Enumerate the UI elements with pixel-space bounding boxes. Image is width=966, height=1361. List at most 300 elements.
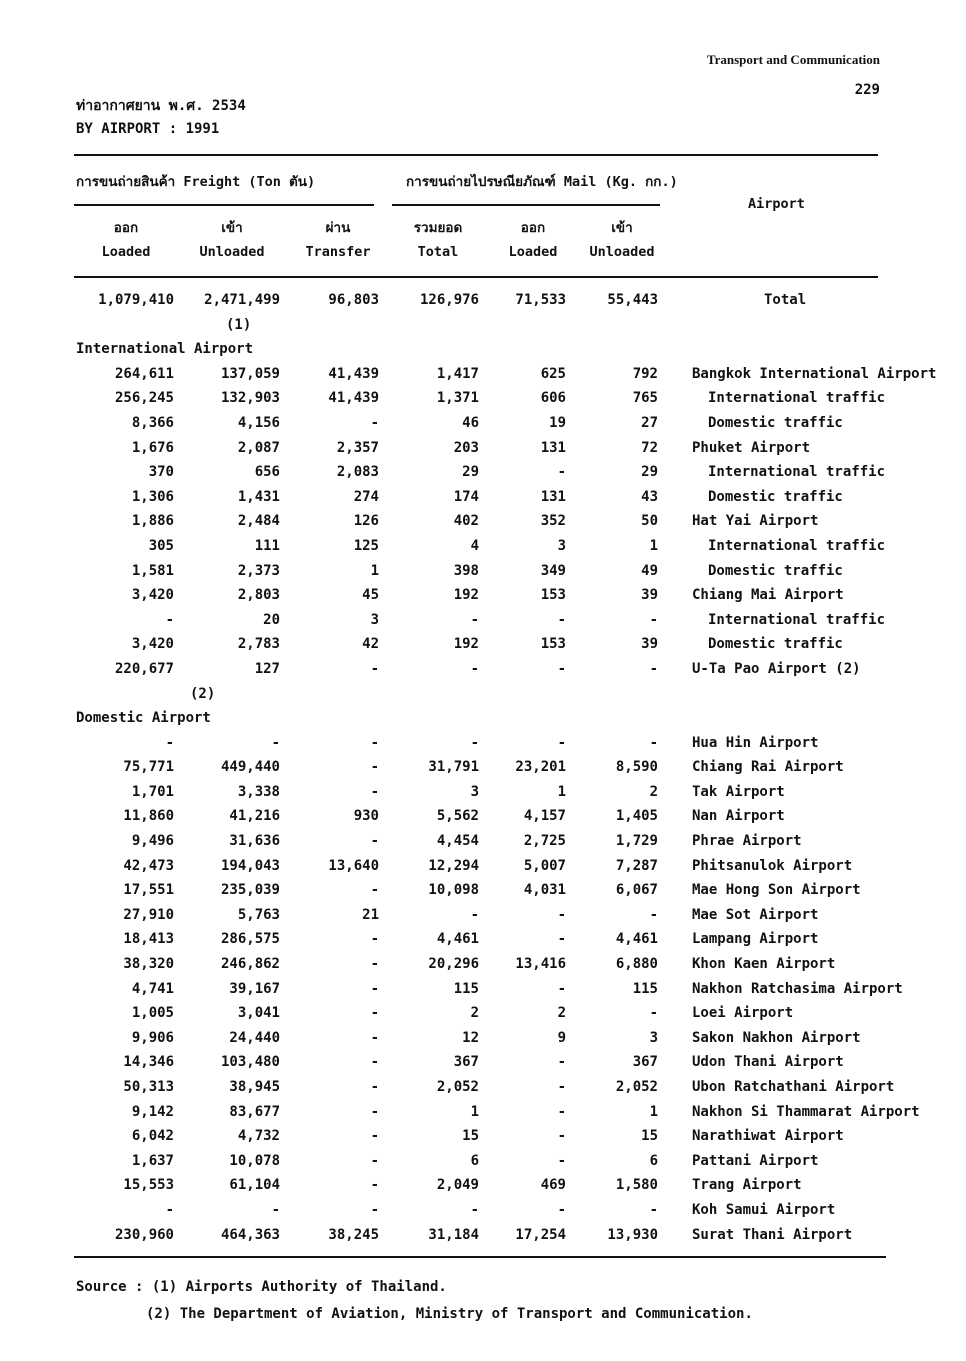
cell-freight-loaded: 9,906 [131,1029,174,1046]
cell-freight-unloaded: 449,440 [220,759,280,776]
col-mail-unloaded-en: Unloaded [589,244,655,260]
table-row [0,436,966,461]
col-mail-total-th: รวมยอด [413,220,463,236]
cell-mail-total: 203 [453,439,479,456]
page-header [0,0,966,140]
cell-mail-loaded: 2,725 [523,833,566,850]
cell-mail-unloaded: 6,067 [615,882,658,899]
cell-freight-unloaded: 127 [254,660,280,677]
cell-mail-total: 1 [470,1103,479,1120]
table-row [0,485,966,510]
cell-airport: Mae Sot Airport [692,906,819,923]
cell-freight-loaded: 1,079,410 [98,292,174,308]
table-row [0,362,966,387]
section-label: International Airport [76,341,254,358]
cell-freight-unloaded: 4,156 [237,414,280,431]
cell-mail-unloaded: 792 [632,365,658,382]
cell-mail-total: 31,791 [428,759,479,776]
cell-freight-transfer: - [370,734,379,751]
cell-airport: Phuket Airport [692,439,811,456]
cell-freight-loaded: 17,551 [123,882,174,899]
cell-freight-unloaded: 464,363 [220,1226,280,1243]
cell-freight-transfer: - [370,980,379,997]
cell-mail-total: 15 [462,1128,479,1145]
cell-freight-unloaded: 4,732 [237,1128,280,1145]
col-freight-unloaded-th: เข้า [221,220,243,236]
cell-freight-unloaded: 2,087 [237,439,280,456]
cell-freight-loaded: 1,676 [131,439,174,456]
cell-freight-unloaded: 31,636 [229,833,280,850]
cell-airport: Hat Yai Airport [692,513,819,530]
cell-airport: Lampang Airport [692,931,819,948]
cell-freight-unloaded: 2,471,499 [204,292,280,308]
cell-mail-loaded: - [557,1128,566,1145]
cell-freight-loaded: 4,741 [131,980,174,997]
section-row-domestic [0,706,966,731]
cell-mail-total: 4 [470,537,479,554]
cell-mail-unloaded: 7,287 [615,857,658,874]
cell-mail-unloaded: 15 [641,1128,658,1145]
cell-mail-loaded: 153 [540,636,566,653]
col-mail-unloaded-th: เข้า [611,220,633,236]
table-row [0,559,966,584]
cell-freight-loaded: 230,960 [114,1226,174,1243]
cell-freight-unloaded: 83,677 [229,1103,280,1120]
col-freight-loaded-th: ออก [113,220,139,236]
cell-mail-loaded: - [557,611,566,628]
cell-freight-transfer: - [370,1079,379,1095]
cell-mail-unloaded: 1,405 [615,808,658,825]
cell-freight-transfer: 41,439 [328,390,379,407]
cell-mail-loaded: 625 [540,365,566,382]
cell-airport: Tak Airport [692,783,785,800]
cell-mail-total: 20,296 [428,956,479,973]
col-mail-loaded [483,216,583,264]
cell-freight-unloaded: 111 [254,537,280,554]
cell-airport: Domestic traffic [708,562,843,579]
cell-freight-loaded: - [165,1201,174,1218]
cell-freight-transfer: 1 [370,562,379,579]
cell-freight-loaded: 1,637 [131,1152,174,1169]
cell-freight-unloaded: 132,903 [220,390,280,407]
cell-airport: Narathiwat Airport [692,1128,844,1145]
cell-freight-unloaded: 194,043 [220,857,280,874]
cell-freight-transfer: 274 [353,488,379,505]
cell-freight-unloaded: 2,484 [237,513,280,530]
cell-airport: Domestic traffic [708,488,843,505]
cell-mail-loaded: 131 [540,439,566,456]
cell-mail-unloaded: - [649,1005,658,1022]
airport-column-header: Airport [748,196,805,212]
header-bottom-rule [74,276,878,278]
cell-freight-transfer: 38,245 [328,1226,379,1243]
cell-freight-loaded: - [165,734,174,751]
mail-group-rule [392,204,660,206]
cell-mail-unloaded: 29 [641,464,658,481]
cell-mail-unloaded: 55,443 [607,292,658,308]
table-row [0,780,966,805]
table-title-thai: ท่าอากาศยาน พ.ศ. 2534 [76,98,246,114]
cell-airport: U-Ta Pao Airport (2) [692,660,861,677]
table-row [0,460,966,485]
cell-mail-total: 2,049 [436,1177,479,1194]
cell-mail-unloaded: 4,461 [615,931,658,948]
cell-freight-transfer: 42 [362,636,379,653]
cell-mail-loaded: 606 [540,390,566,407]
cell-freight-loaded: 75,771 [123,759,174,776]
cell-mail-total: 192 [453,636,479,653]
cell-airport: Chiang Rai Airport [692,759,844,776]
table-row [0,854,966,879]
cell-mail-unloaded: 13,930 [607,1226,658,1243]
cell-mail-total: 1,417 [436,365,479,382]
cell-mail-total: 10,098 [428,882,479,899]
cell-freight-loaded: 220,677 [114,660,174,677]
cell-mail-unloaded: - [649,660,658,677]
cell-airport: Khon Kaen Airport [692,956,836,973]
cell-mail-loaded: 4,157 [523,808,566,825]
cell-mail-total: 1,371 [436,390,479,407]
table-bottom-rule [74,1256,886,1258]
table-row [0,1100,966,1125]
cell-mail-loaded: - [557,1201,566,1218]
cell-mail-unloaded: 3 [649,1029,658,1046]
cell-freight-unloaded: 2,803 [237,587,280,604]
cell-freight-transfer: 41,439 [328,365,379,382]
cell-freight-loaded: 15,553 [123,1177,174,1194]
cell-mail-total: 367 [453,1054,479,1071]
cell-mail-loaded: 13,416 [515,956,566,973]
table-row [0,977,966,1002]
source-footer [76,1274,753,1328]
col-mail-loaded-th: ออก [520,220,546,236]
table-row [0,1001,966,1026]
cell-freight-loaded: 1,886 [131,513,174,530]
cell-freight-unloaded: 38,945 [229,1079,280,1095]
cell-mail-unloaded: - [649,1201,658,1218]
cell-freight-transfer: - [370,759,379,776]
cell-mail-loaded: 131 [540,488,566,505]
source-note-2: (2) The Department of Aviation, Ministry of Transport and Communication. [146,1306,753,1322]
note-row [0,682,966,707]
table-row [0,804,966,829]
cell-freight-unloaded: 286,575 [220,931,280,948]
table-row [0,608,966,633]
cell-airport: Total [764,292,807,308]
cell-mail-loaded: - [557,1152,566,1169]
cell-airport: Chiang Mai Airport [692,587,844,604]
table-row [0,903,966,928]
cell-airport: Mae Hong Son Airport [692,882,861,899]
cell-mail-loaded: - [557,1079,566,1095]
cell-mail-unloaded: 367 [632,1054,658,1071]
cell-freight-transfer: 2,083 [336,464,379,481]
cell-freight-loaded: 50,313 [123,1079,174,1095]
cell-airport: Phrae Airport [692,833,802,850]
cell-mail-loaded: - [557,1103,566,1120]
cell-freight-transfer: 3 [370,611,379,628]
cell-mail-total: 2 [470,1005,479,1022]
cell-freight-unloaded: 2,783 [237,636,280,653]
cell-mail-unloaded: 2,052 [615,1079,658,1095]
cell-freight-transfer: - [370,1103,379,1120]
cell-mail-total: - [470,660,479,677]
cell-mail-total: 126,976 [419,292,479,308]
cell-mail-loaded: 352 [540,513,566,530]
cell-mail-unloaded: 765 [632,390,658,407]
cell-freight-loaded: 1,701 [131,783,174,800]
note-row [0,313,966,338]
cell-airport: International traffic [708,464,886,481]
cell-freight-loaded: 8,366 [131,414,174,431]
cell-airport: Pattani Airport [692,1152,819,1169]
cell-airport: Sakon Nakhon Airport [692,1029,861,1046]
cell-airport: Surat Thani Airport [692,1226,853,1243]
cell-mail-unloaded: 39 [641,636,658,653]
table-row [0,927,966,952]
cell-freight-unloaded: 235,039 [220,882,280,899]
cell-freight-transfer: - [370,783,379,800]
cell-freight-transfer: - [370,1128,379,1145]
cell-mail-loaded: 349 [540,562,566,579]
cell-freight-unloaded: 24,440 [229,1029,280,1046]
cell-airport: Ubon Ratchathani Airport [692,1079,895,1095]
cell-freight-loaded: 27,910 [123,906,174,923]
cell-mail-total: 6 [470,1152,479,1169]
cell-freight-unloaded: 2,373 [237,562,280,579]
cell-freight-unloaded: 246,862 [220,956,280,973]
cell-mail-loaded: 19 [549,414,566,431]
cell-mail-loaded: - [557,464,566,481]
cell-freight-loaded: 38,320 [123,956,174,973]
cell-airport: Koh Samui Airport [692,1201,836,1218]
cell-mail-total: 12,294 [428,857,479,874]
table-row [0,386,966,411]
table-row [0,534,966,559]
cell-mail-total: 4,461 [436,931,479,948]
cell-airport: Bangkok International Airport [692,365,937,382]
cell-freight-unloaded: 20 [263,611,280,628]
cell-mail-loaded: 3 [557,537,566,554]
section-row-international [0,337,966,362]
table-row [0,829,966,854]
cell-freight-transfer: - [370,1029,379,1046]
table-row [0,583,966,608]
cell-mail-unloaded: 1,580 [615,1177,658,1194]
cell-mail-unloaded: - [649,734,658,751]
cell-mail-total: 31,184 [428,1226,479,1243]
cell-freight-transfer: 125 [353,537,379,554]
table-row [0,411,966,436]
cell-mail-unloaded: 115 [632,980,658,997]
cell-freight-loaded: - [165,611,174,628]
cell-mail-loaded: - [557,734,566,751]
cell-mail-loaded: - [557,1054,566,1071]
domestic-rows [0,731,966,1247]
cell-airport: Nakhon Si Thammarat Airport [692,1103,920,1120]
cell-mail-loaded: 469 [540,1177,566,1194]
cell-mail-unloaded: 43 [641,488,658,505]
table-row [0,1050,966,1075]
cell-airport: Nakhon Ratchasima Airport [692,980,903,997]
page-number: 229 [854,82,880,98]
cell-mail-loaded: 2 [557,1005,566,1022]
cell-mail-unloaded: 27 [641,414,658,431]
cell-freight-transfer: - [370,414,379,431]
cell-freight-loaded: 1,005 [131,1005,174,1022]
international-rows [0,362,966,682]
cell-freight-loaded: 11,860 [123,808,174,825]
cell-airport: International traffic [708,611,886,628]
cell-freight-unloaded: 103,480 [220,1054,280,1071]
cell-freight-transfer: 13,640 [328,857,379,874]
col-freight-loaded [76,216,176,264]
cell-airport: International traffic [708,390,886,407]
cell-mail-unloaded: 6,880 [615,956,658,973]
cell-mail-unloaded: - [649,611,658,628]
cell-mail-total: 402 [453,513,479,530]
cell-freight-unloaded: - [271,1201,280,1218]
cell-freight-transfer: - [370,931,379,948]
col-mail-unloaded [572,216,672,264]
table-row [0,657,966,682]
cell-airport: Phitsanulok Airport [692,857,853,874]
col-freight-transfer [288,216,388,264]
cell-mail-total: - [470,611,479,628]
col-freight-transfer-en: Transfer [305,244,371,260]
cell-freight-unloaded: 3,338 [237,783,280,800]
table-row [0,1124,966,1149]
cell-mail-loaded: - [557,906,566,923]
cell-mail-unloaded: 49 [641,562,658,579]
cell-freight-loaded: 305 [148,537,174,554]
cell-freight-unloaded: 39,167 [229,980,280,997]
cell-freight-transfer: - [370,660,379,677]
cell-freight-transfer: - [370,956,379,973]
cell-freight-transfer: - [370,1201,379,1218]
mail-group-header: การขนถ่ายไปรษณียภัณฑ์ Mail (Kg. กก.) [406,174,678,190]
cell-mail-loaded: 71,533 [515,292,566,308]
table-row [0,1149,966,1174]
cell-airport: Hua Hin Airport [692,734,819,751]
cell-freight-loaded: 6,042 [131,1128,174,1145]
table-row [0,755,966,780]
cell-freight-unloaded: 10,078 [229,1152,280,1169]
cell-mail-total: 2,052 [436,1079,479,1095]
cell-mail-unloaded: 50 [641,513,658,530]
cell-mail-loaded: - [557,660,566,677]
cell-freight-unloaded: 5,763 [237,906,280,923]
table-row [0,952,966,977]
cell-mail-unloaded: - [649,906,658,923]
cell-mail-loaded: 23,201 [515,759,566,776]
cell-airport: Trang Airport [692,1177,802,1194]
cell-mail-total: - [470,734,479,751]
cell-airport: Nan Airport [692,808,785,825]
col-freight-unloaded [182,216,282,264]
cell-mail-loaded: 4,031 [523,882,566,899]
cell-mail-unloaded: 6 [649,1152,658,1169]
cell-mail-unloaded: 8,590 [615,759,658,776]
source-note-1: Source : (1) Airports Authority of Thailand. [76,1279,447,1295]
top-rule [74,154,878,156]
cell-mail-total: 3 [470,783,479,800]
table-row [0,1173,966,1198]
cell-mail-unloaded: 72 [641,439,658,456]
cell-mail-loaded: 153 [540,587,566,604]
cell-mail-total: 4,454 [436,833,479,850]
cell-airport: International traffic [708,537,886,554]
cell-freight-loaded: 14,346 [123,1054,174,1071]
table-row [0,1223,966,1248]
table-row [0,632,966,657]
cell-freight-transfer: - [370,833,379,850]
table-row [0,1198,966,1223]
cell-mail-loaded: - [557,980,566,997]
col-freight-loaded-en: Loaded [101,244,151,260]
cell-freight-transfer: 2,357 [336,439,379,456]
col-freight-unloaded-en: Unloaded [199,244,265,260]
table-row [0,1075,966,1100]
cell-mail-loaded: 5,007 [523,857,566,874]
cell-mail-total: 398 [453,562,479,579]
cell-mail-total: 12 [462,1029,479,1046]
section-label: Domestic Airport [76,710,211,727]
cell-mail-unloaded: 1 [649,537,658,554]
table-body [0,288,966,1247]
cell-freight-transfer: - [370,1152,379,1169]
cell-mail-total: 115 [453,980,479,997]
table-row-total [0,288,966,313]
cell-freight-loaded: 3,420 [131,636,174,653]
table-row [0,509,966,534]
cell-freight-loaded: 3,420 [131,587,174,604]
cell-freight-transfer: 96,803 [328,292,379,308]
cell-freight-loaded: 42,473 [123,857,174,874]
cell-mail-unloaded: 2 [649,783,658,800]
cell-mail-total: 46 [462,414,479,431]
cell-freight-loaded: 18,413 [123,931,174,948]
cell-mail-unloaded: 39 [641,587,658,604]
cell-freight-loaded: 264,611 [114,365,174,382]
note-reference: (1) [226,316,252,333]
cell-mail-total: - [470,906,479,923]
cell-mail-unloaded: 1 [649,1103,658,1120]
table-row [0,1026,966,1051]
cell-freight-unloaded: 3,041 [237,1005,280,1022]
cell-freight-loaded: 9,496 [131,833,174,850]
cell-mail-loaded: 9 [557,1029,566,1046]
freight-group-rule [74,204,374,206]
cell-freight-loaded: 9,142 [131,1103,174,1120]
cell-freight-transfer: - [370,1005,379,1022]
cell-freight-loaded: 256,245 [114,390,174,407]
col-freight-transfer-th: ผ่าน [325,220,351,236]
cell-freight-loaded: 1,581 [131,562,174,579]
cell-freight-loaded: 1,306 [131,488,174,505]
cell-airport: Udon Thani Airport [692,1054,844,1071]
cell-freight-transfer: 126 [353,513,379,530]
cell-freight-unloaded: - [271,734,280,751]
cell-mail-loaded: 17,254 [515,1226,566,1243]
cell-mail-unloaded: 1,729 [615,833,658,850]
cell-freight-unloaded: 137,059 [220,365,280,382]
cell-mail-total: 29 [462,464,479,481]
cell-airport: Domestic traffic [708,414,843,431]
cell-mail-loaded: - [557,931,566,948]
section-name: Transport and Communication [706,52,880,67]
cell-freight-transfer: 45 [362,587,379,604]
